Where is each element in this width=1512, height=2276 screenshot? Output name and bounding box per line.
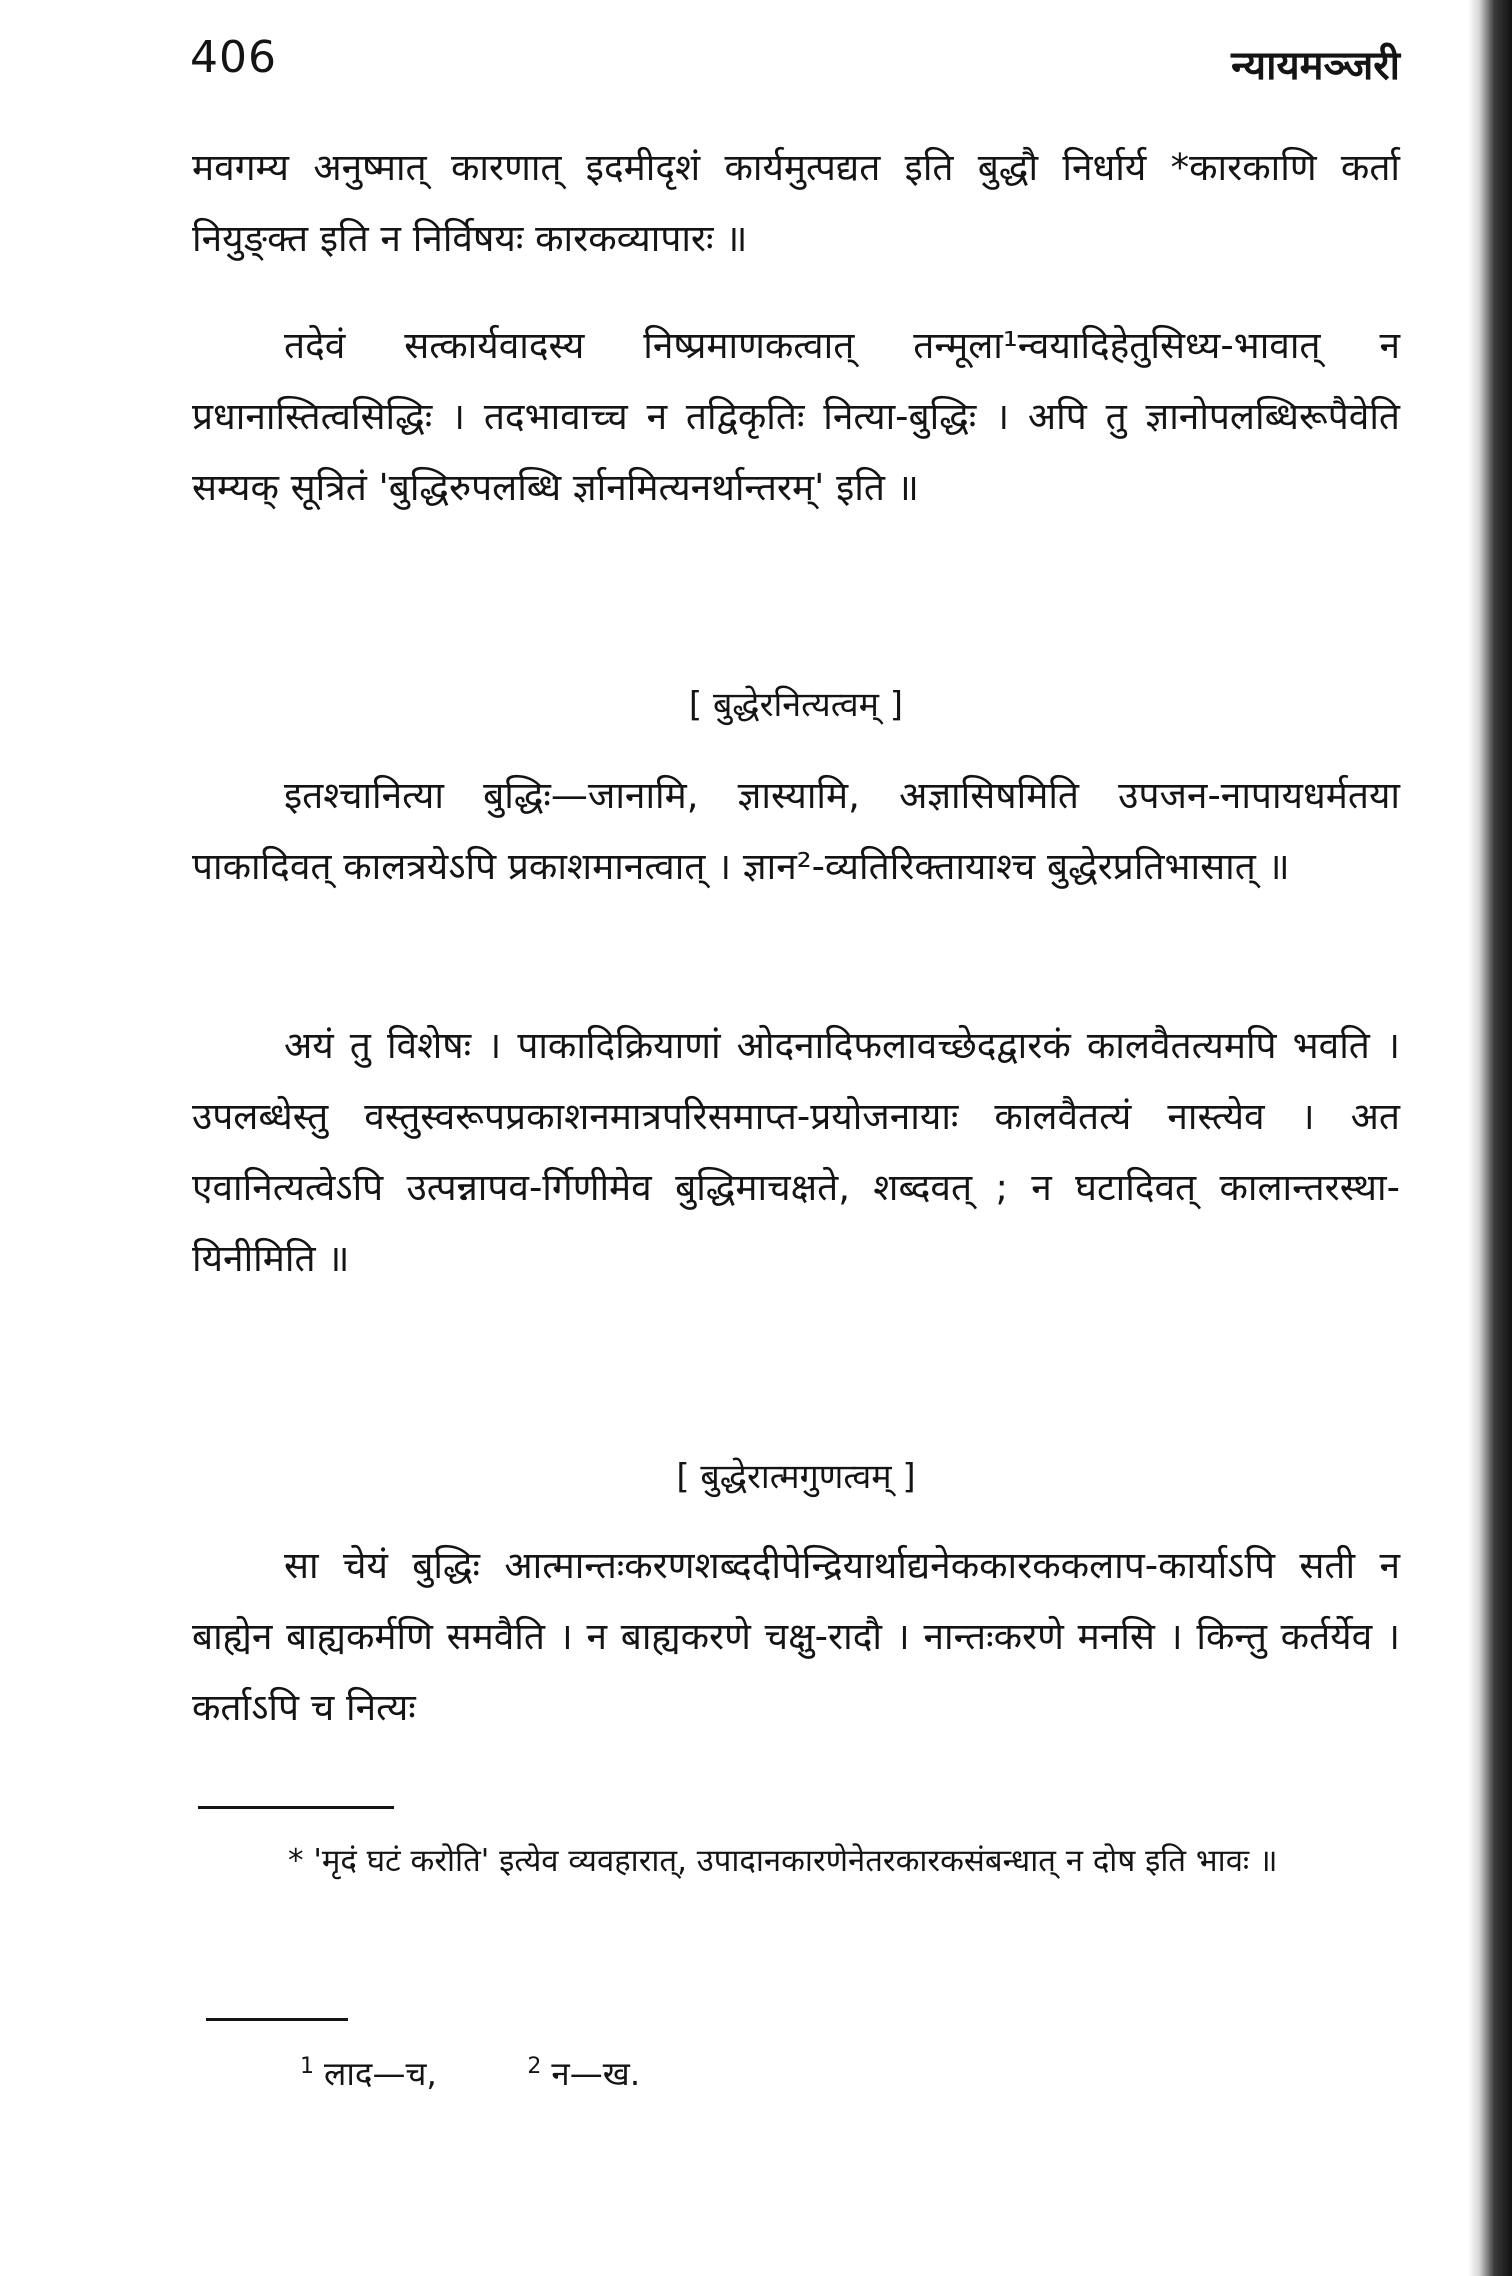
paragraph-anityatva-2: अयं तु विशेषः । पाकादिक्रियाणां ओदनादिफलावच्छेदद्वारकं कालवैतत्यमपि भवति । उपलब्धेस्तु वस्तुस्वरूपप्रकाशनमात्रपरिसमाप्त-प्रयोजनायाः कालवैतत्यं नास्त्येव । अत एवानित्यत्वेऽपि उत्पन्नापव-र्गिणीमेव बुद्धिमाचक्षते, शब्दवत् ; न घटादिवत् कालान्तरस्था-यिनीमिति ॥ — [192, 1024, 1400, 1280]
page-number: 406 — [190, 32, 277, 83]
paragraph-atmagunatva-1: सा चेयं बुद्धिः आत्मान्तःकरणशब्ददीपेन्द्रियार्थाद्यनेककारककलाप-कार्याऽपि सती न बाह्येन बाह्यकर्मणि समवैति । न बाह्यकरणे चक्षु-रादौ । नान्तःकरणे मनसि । किन्तु कर्तर्येव । कर्ताऽपि च नित्यः — [192, 1544, 1400, 1729]
section-heading-anityatva: [ बुद्धेरनित्यत्वम् ] — [688, 685, 904, 725]
section-heading-atmagunatva: [ बुद्धेरात्मगुणत्वम् ] — [676, 1457, 916, 1497]
paragraph-conclusion: तदेवं सत्कार्यवादस्य निष्प्रमाणकत्वात् तन्मूला¹न्वयादिहेतुसिध्य-भावात् न प्रधानास्तित्वसिद्धिः । तदभावाच्च न तद्विकृतिः नित्या-बुद्धिः । अपि तु ज्ञानोपलब्धिरूपैवेति सम्यक् सूत्रितं 'बुद्धिरुपलब्धि र्ज्ञानमित्यनर्थान्तरम्' इति ॥ — [192, 324, 1400, 509]
variant-note-1-mark: 1 — [300, 2054, 314, 2079]
variant-note-2 — [527, 2054, 640, 2093]
variant-note-2-text: न—ख. — [551, 2054, 641, 2093]
paragraph-continuation: मवगम्य अनुष्मात् कारणात् इदमीदृशं कार्यमुत्पद्यत इति बुद्धौ निर्धार्य *कारकाणि कर्ता नियुङ्क्त इति न निर्विषयः कारकव्यापारः ॥ — [192, 146, 1400, 260]
variant-notes — [300, 2050, 720, 2095]
paragraph-anityatva-1: इतश्चानित्या बुद्धिः—जानामि, ज्ञास्यामि, अज्ञासिषमिति उपजन-नापायधर्मतया पाकादिवत् कालत्रयेऽपि प्रकाशमानत्वात् । ज्ञान²-व्यतिरिक्तायाश्च बुद्धेरप्रतिभासात् ॥ — [192, 774, 1400, 888]
footnote-main: * 'मृदं घटं करोति' इत्येव व्यवहारात्, उपादानकारणेनेतरकारकसंबन्धात् न दोष इति भावः ॥ — [288, 1843, 1278, 1879]
variant-note-1 — [300, 2054, 437, 2093]
variant-notes-divider — [206, 2018, 348, 2021]
variant-note-2-mark: 2 — [527, 2054, 542, 2079]
footnote-divider — [198, 1806, 394, 1809]
running-title: न्यायमञ्जरी — [1231, 43, 1400, 89]
variant-note-1-text: लाद—च, — [324, 2054, 437, 2093]
book-spine-shadow — [1468, 0, 1512, 2276]
